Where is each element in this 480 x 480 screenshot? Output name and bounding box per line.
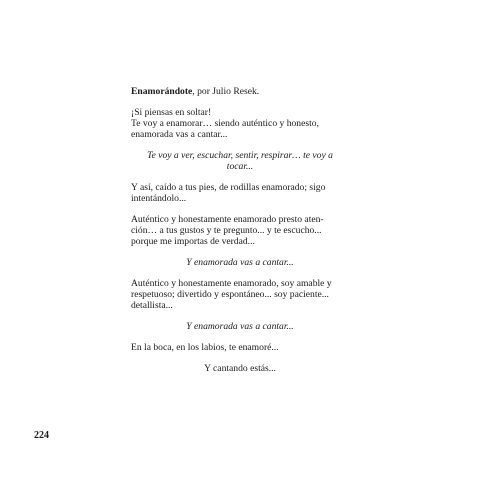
stanza1-line-1: ¡Si piensas en soltar!: [131, 107, 212, 118]
stanza2-line-1: Y así, caído a tus pies, de rodillas enamorado; sigo: [131, 182, 326, 193]
stanza4-line-2: respetuoso; divertido y espontáneo... soy paciente...: [131, 289, 329, 300]
closing-line: Y cantando estás...: [204, 363, 276, 374]
stanza2-line-2: intentándolo...: [131, 193, 187, 204]
poem-title-name: Enamorándote: [131, 86, 193, 97]
refrain1-line-2: tocar...: [226, 161, 254, 172]
stanza5-line: En la boca, en los labios, te enamoré...: [131, 342, 279, 353]
stanza3-line-1: Auténtico y honestamente enamorado presto aten-: [131, 214, 324, 225]
stanza1-line-2: Te voy a enamorar… siendo auténtico y honesto,: [131, 118, 319, 129]
poem-title: [131, 86, 259, 97]
poem-title-author: , por Julio Resek.: [192, 86, 260, 97]
stanza4-line-3: detallista...: [131, 300, 173, 311]
refrain3-line: Y enamorada vas a cantar...: [186, 321, 294, 332]
stanza3-line-2: ción… a tus gustos y te pregunto... y te escucho...: [131, 225, 322, 236]
stanza3-line-3: porque me importas de verdad...: [131, 236, 255, 247]
stanza4-line-1: Auténtico y honestamente enamorado, soy amable y: [131, 278, 332, 289]
refrain1-line-1: Te voy a ver, escuchar, sentir, respirar… te voy a: [147, 150, 333, 161]
refrain2-line: Y enamorada vas a cantar...: [186, 257, 294, 268]
page-number: 224: [34, 430, 49, 441]
stanza1-line-3: enamorada vas a cantar...: [131, 129, 228, 140]
